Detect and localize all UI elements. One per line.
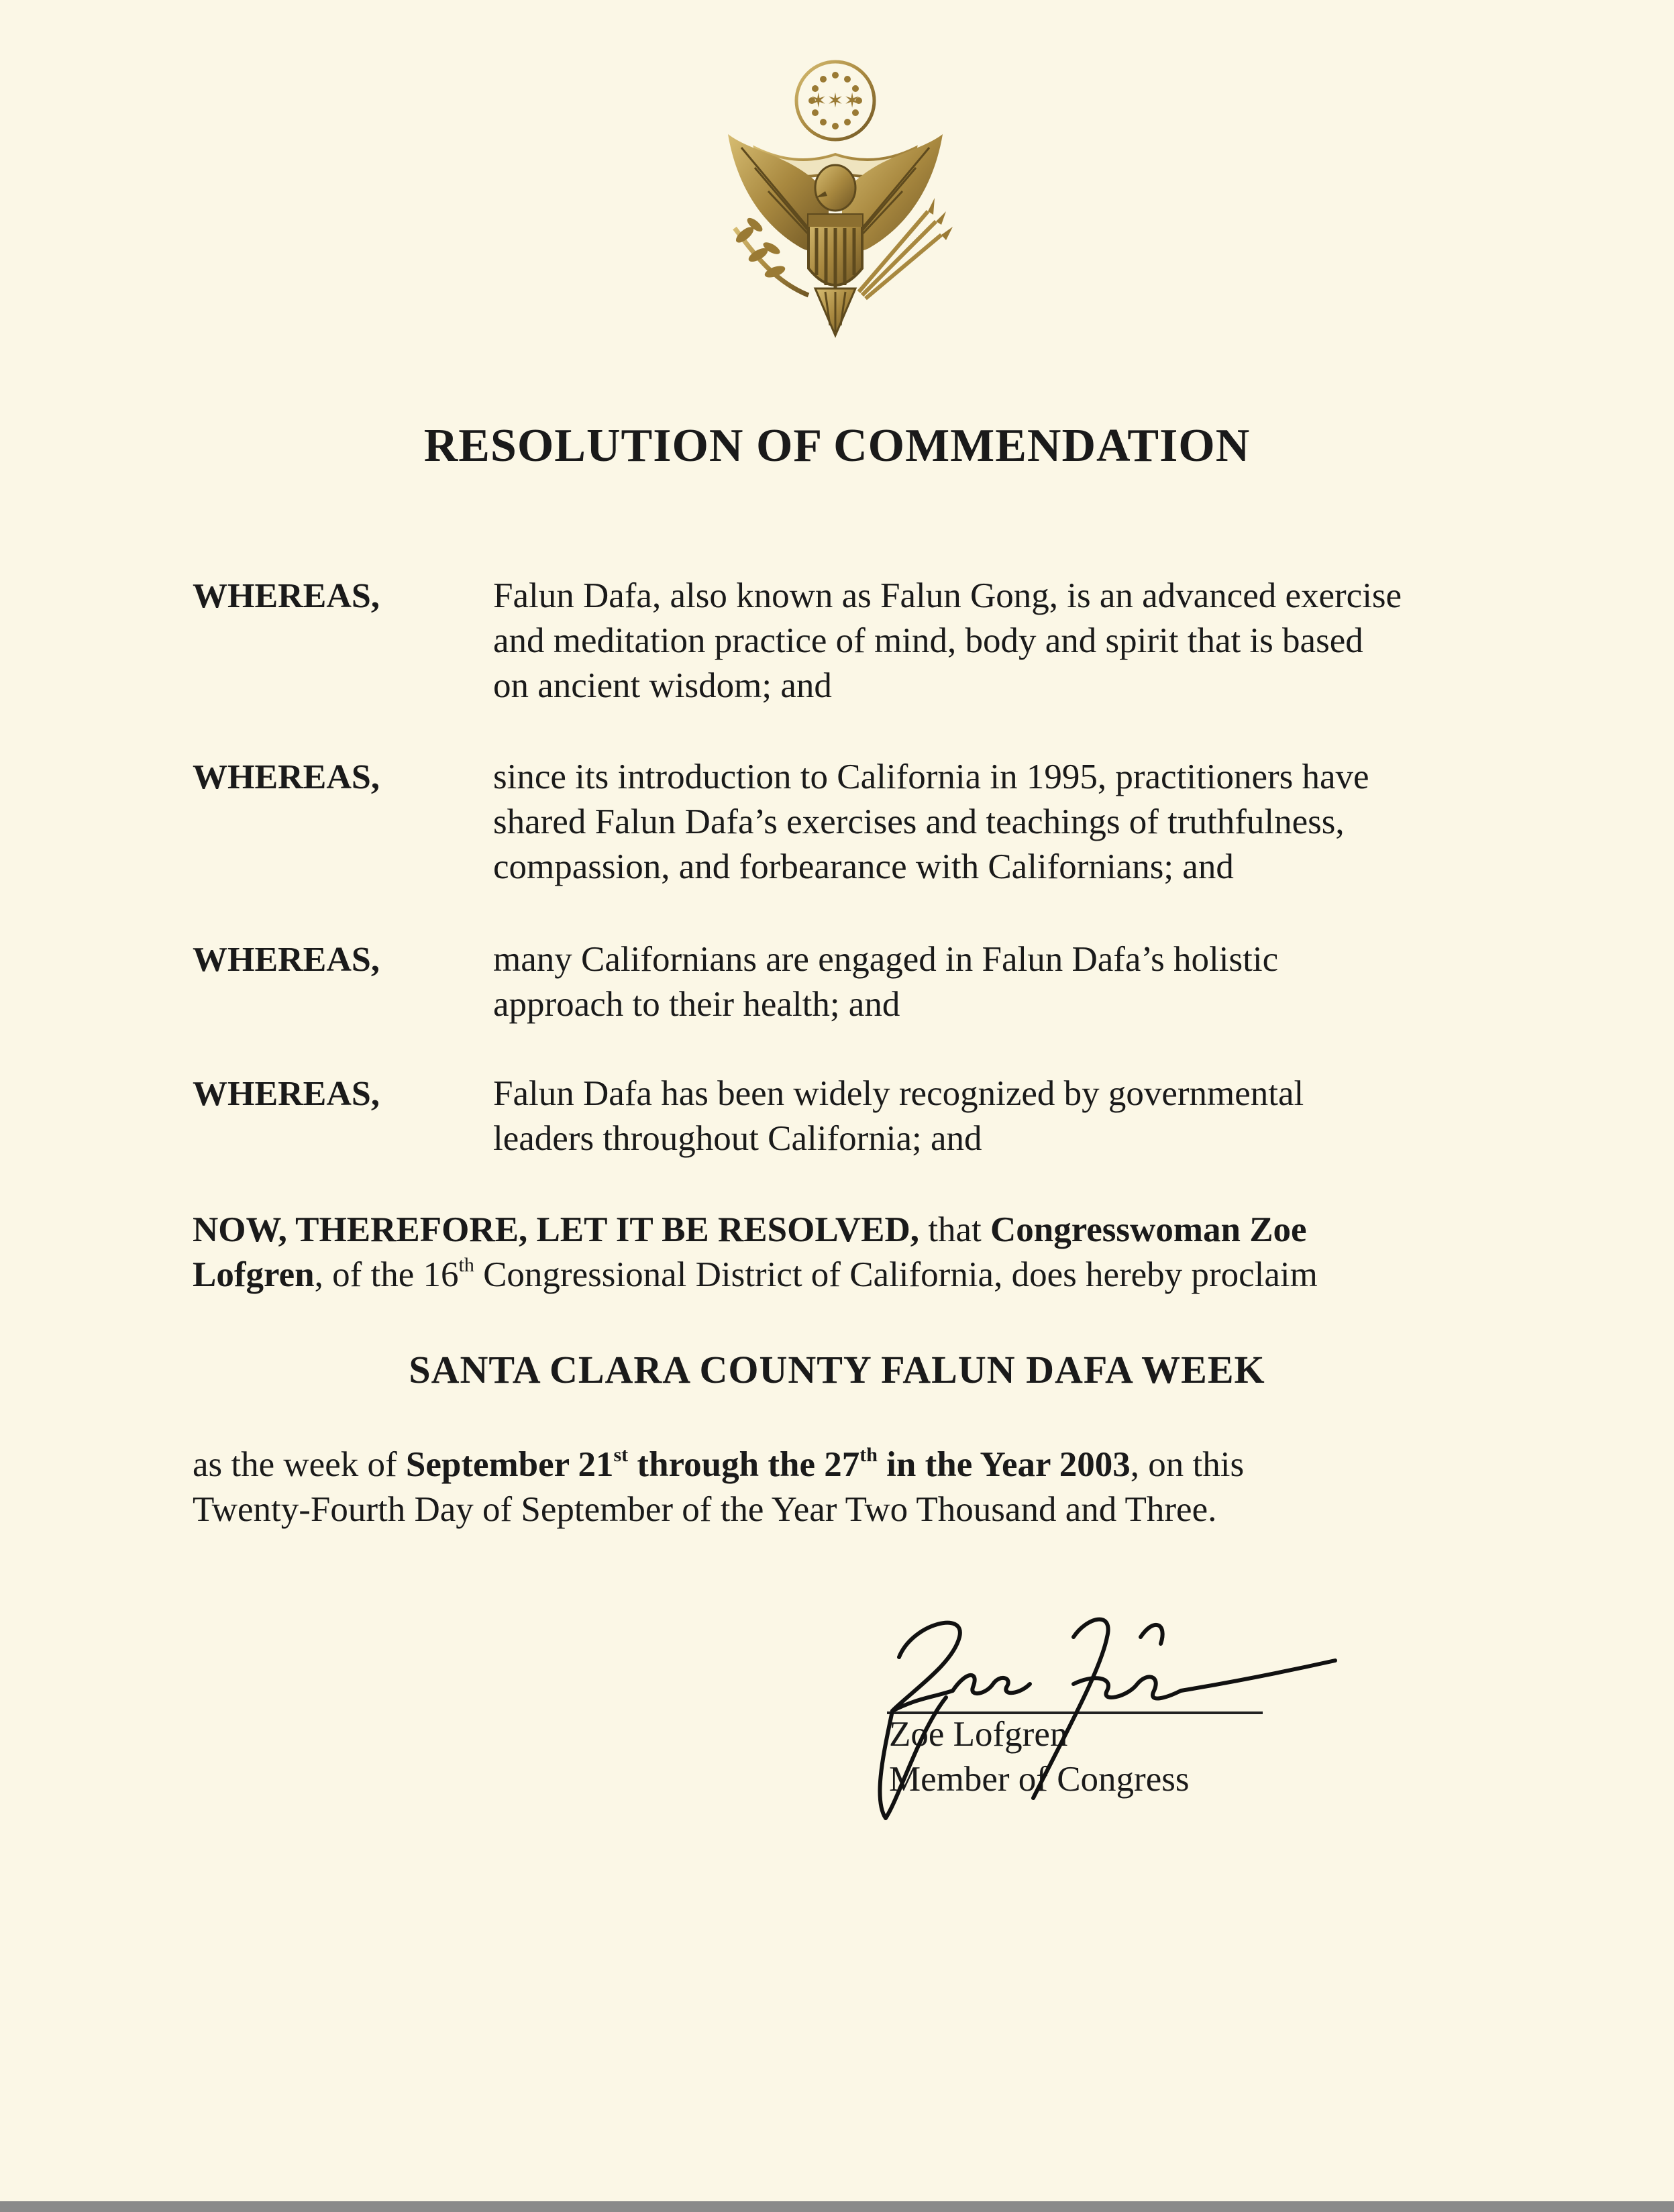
resolved-lead: NOW, THEREFORE, LET IT BE RESOLVED, [193,1210,919,1249]
text-line [193,1442,1602,1487]
ordinal-suffix: th [859,1444,878,1466]
great-seal-eagle-icon [715,54,956,349]
text-fragment: in the Year 2003 [877,1445,1131,1484]
resolved-paragraph [193,1208,1602,1298]
whereas-keyword: WHEREAS, [193,941,380,979]
text-fragment: as the week of [193,1445,406,1484]
whereas-keyword: WHEREAS, [193,758,380,796]
signer-title: Member of Congress [889,1760,1190,1799]
ordinal-suffix: th [458,1254,474,1276]
text-line: approach to their health; and [493,985,900,1024]
text-line: Falun Dafa, also known as Falun Gong, is an advanced exercise [493,576,1402,615]
whereas-text [493,755,1674,890]
congresswoman-name: Congresswoman Zoe [990,1210,1307,1249]
text-line: Falun Dafa has been widely recognized by governmental [493,1074,1304,1113]
start-date [406,1445,1131,1484]
whereas-keyword: WHEREAS, [193,577,380,615]
text-fragment: Congressional District of California, does hereby proclaim [474,1255,1318,1294]
text-line: leaders throughout California; and [493,1119,982,1158]
scan-edge [0,2201,1674,2212]
text-fragment: , on this [1130,1445,1245,1484]
text-fragment: , of the 16 [314,1255,459,1294]
whereas-text [493,1071,1674,1161]
text-line: shared Falun Dafa’s exercises and teachings of truthfulness, [493,802,1345,841]
ordinal-suffix: st [613,1444,629,1466]
text-line: since its introduction to California in 1995, practitioners have [493,757,1369,796]
text-line: many Californians are engaged in Falun Dafa’s holistic [493,940,1279,979]
text-fragment: through the 27 [628,1445,860,1484]
document-title: RESOLUTION OF COMMENDATION [423,420,1251,472]
text-line: Twenty-Fourth Day of September of the Year Two Thousand and Three. [193,1490,1217,1529]
whereas-text [493,574,1674,708]
text-line: on ancient wisdom; and [493,666,832,705]
text-line [193,1208,1602,1253]
whereas-keyword: WHEREAS, [193,1075,380,1113]
text-line [193,1253,1602,1298]
signer-name: Zoe Lofgren [889,1715,1068,1754]
text-line: compassion, and forbearance with Californians; and [493,847,1234,886]
congresswoman-surname: Lofgren [193,1255,315,1294]
text-fragment: September 21 [405,1445,614,1484]
svg-text:✶✶✶: ✶✶✶ [810,89,861,113]
handwritten-signature-icon [872,1597,1355,1825]
whereas-text [493,937,1674,1027]
proclamation-heading: SANTA CLARA COUNTY FALUN DAFA WEEK [409,1348,1265,1391]
text-line: and meditation practice of mind, body and spirit that is based [493,621,1363,660]
dates-paragraph [193,1442,1602,1532]
text-fragment: that [919,1210,990,1249]
